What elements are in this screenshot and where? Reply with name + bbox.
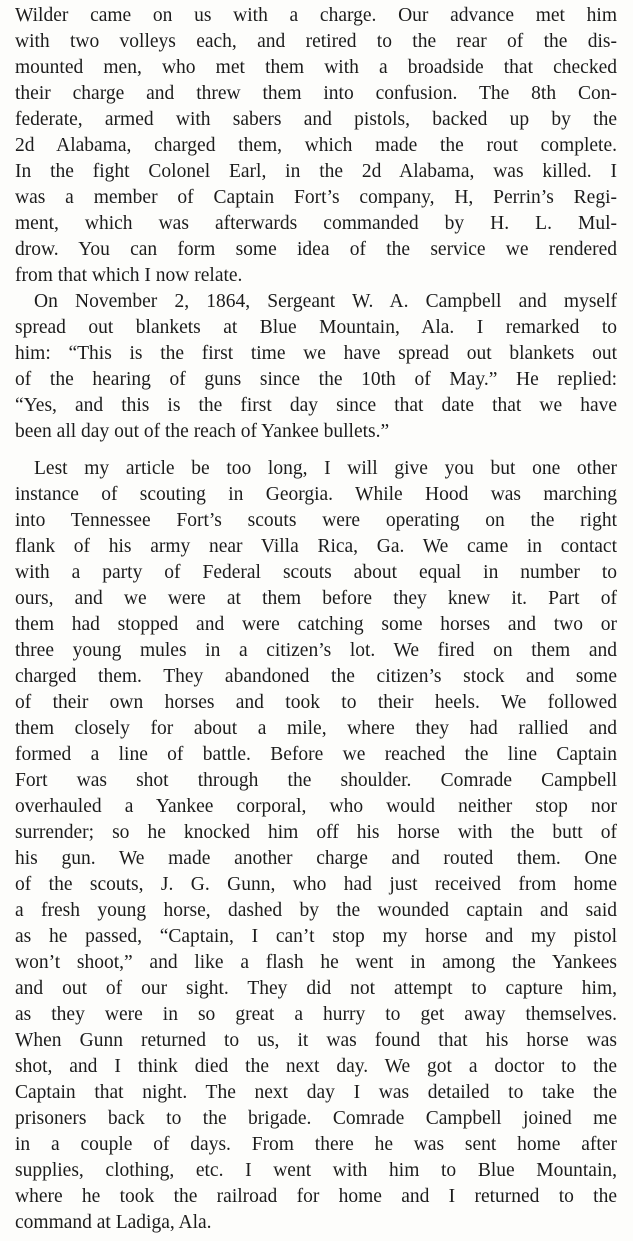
text-line: Wilder came on us with a charge. Our advance met him [15, 5, 617, 26]
text-line: spread out blankets at Blue Mountain, Ala. I remarked to [15, 317, 617, 338]
text-line: federate, armed with sabers and pistols, backed up by the [15, 109, 617, 130]
text-line: into Tennessee Fort’s scouts were operating on the right [15, 510, 617, 531]
text-line: overhauled a Yankee corporal, who would neither stop nor [15, 796, 617, 817]
text-line: supplies, clothing, etc. I went with him to Blue Mountain, [15, 1160, 617, 1181]
text-line: from that which I now relate. [15, 265, 243, 286]
text-line: charged them. They abandoned the citizen’s stock and some [15, 666, 617, 687]
text-line: of their own horses and took to their heels. We followed [15, 692, 617, 713]
text-line: command at Ladiga, Ala. [15, 1212, 212, 1233]
text-line: was a member of Captain Fort’s company, H, Perrin’s Regi- [15, 187, 617, 208]
text-line: “Yes, and this is the first day since that date that we have [15, 395, 617, 416]
text-line: drow. You can form some idea of the service we rendered [15, 239, 617, 260]
text-line: ours, and we were at them before they knew it. Part of [15, 588, 617, 609]
text-line: him: “This is the first time we have spread out blankets out [15, 343, 617, 364]
text-line: surrender; so he knocked him off his horse with the butt of [15, 822, 617, 843]
text-line: with a party of Federal scouts about equal in number to [15, 562, 617, 583]
text-line: Captain that night. The next day I was detailed to take the [15, 1082, 617, 1103]
text-line: a fresh young horse, dashed by the wounded captain and said [15, 900, 617, 921]
text-line: When Gunn returned to us, it was found that his horse was [15, 1030, 617, 1051]
text-line: in a couple of days. From there he was sent home after [15, 1134, 617, 1155]
text-line: formed a line of battle. Before we reached the line Captain [15, 744, 617, 765]
text-line: as he passed, “Captain, I can’t stop my horse and my pistol [15, 926, 617, 947]
text-line: ment, which was afterwards commanded by H. L. Mul- [15, 213, 617, 234]
text-line: On November 2, 1864, Sergeant W. A. Campbell and myself [34, 291, 617, 312]
text-line: their charge and threw them into confusion. The 8th Con- [15, 83, 617, 104]
text-line: three young mules in a citizen’s lot. We fired on them and [15, 640, 617, 661]
text-line: with two volleys each, and retired to the rear of the dis- [15, 31, 617, 52]
text-line: them closely for about a mile, where they had rallied and [15, 718, 617, 739]
text-line: where he took the railroad for home and I returned to the [15, 1186, 617, 1207]
text-line: of the scouts, J. G. Gunn, who had just received from home [15, 874, 617, 895]
text-line: been all day out of the reach of Yankee bullets.” [15, 421, 390, 442]
text-line: In the fight Colonel Earl, in the 2d Alabama, was killed. I [15, 161, 617, 182]
text-line: mounted men, who met them with a broadside that checked [15, 57, 617, 78]
text-line: shot, and I think died the next day. We got a doctor to the [15, 1056, 617, 1077]
text-line: flank of his army near Villa Rica, Ga. We came in contact [15, 536, 617, 557]
text-line: 2d Alabama, charged them, which made the rout complete. [15, 135, 617, 156]
text-line: them had stopped and were catching some horses and two or [15, 614, 617, 635]
text-line: and out of our sight. They did not attempt to capture him, [15, 978, 617, 999]
text-line: of the hearing of guns since the 10th of May.” He replied: [15, 369, 617, 390]
text-line: won’t shoot,” and like a flash he went in among the Yankees [15, 952, 617, 973]
text-line: Fort was shot through the shoulder. Comrade Campbell [15, 770, 617, 791]
text-line: instance of scouting in Georgia. While Hood was marching [15, 484, 617, 505]
text-line: as they were in so great a hurry to get away themselves. [15, 1004, 617, 1025]
text-line: prisoners back to the brigade. Comrade Campbell joined me [15, 1108, 617, 1129]
text-line: his gun. We made another charge and routed them. One [15, 848, 617, 869]
text-line: Lest my article be too long, I will give you but one other [34, 458, 617, 479]
